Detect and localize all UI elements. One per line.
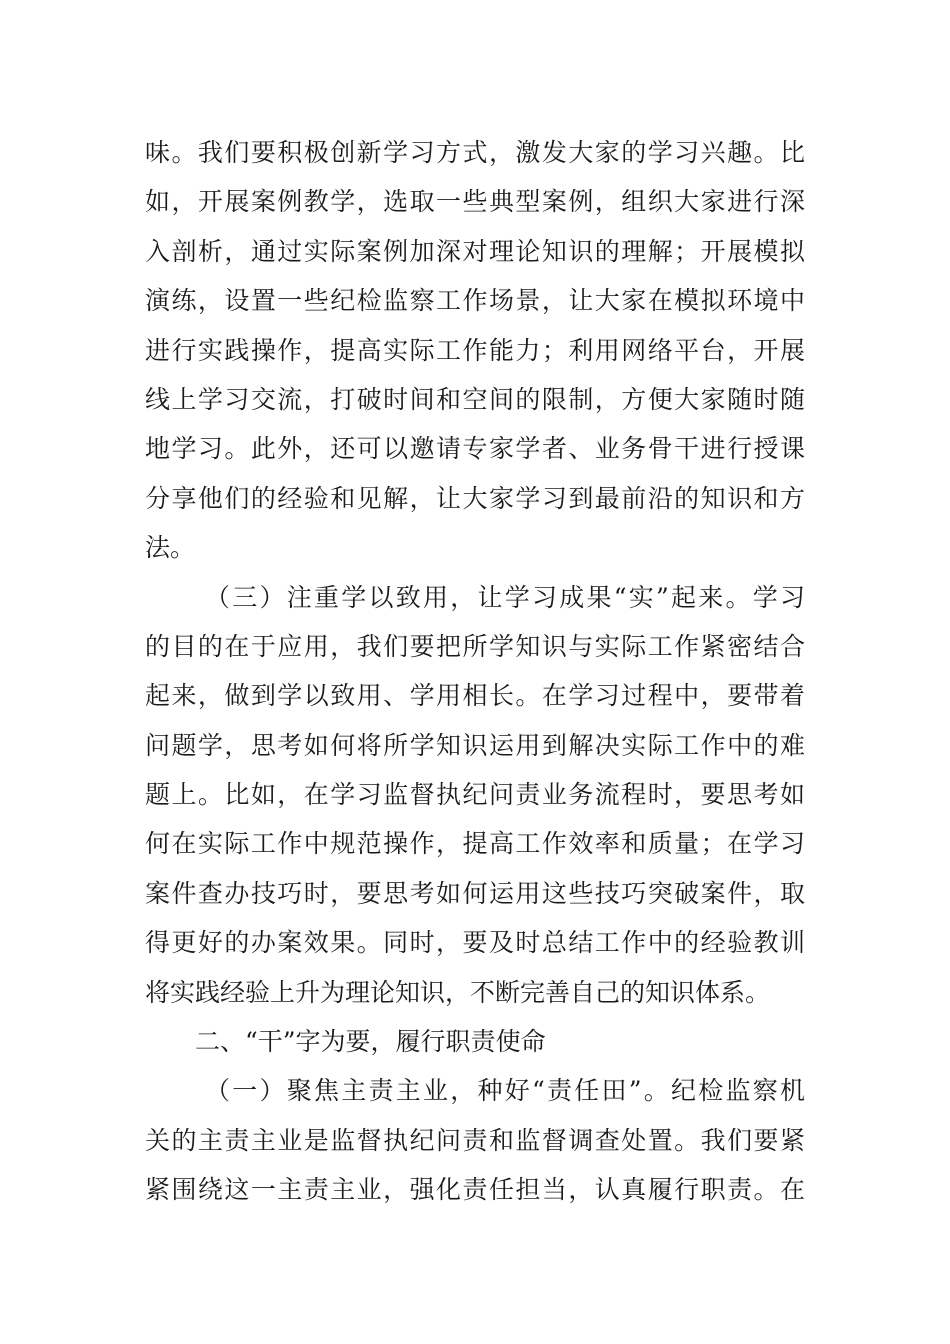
text-line: 将实践经验上升为理论知识，不断完善自己的知识体系。 [145,977,771,1007]
text-line: 起来，做到学以致用、学用相长。在学习过程中，要带着 [145,681,805,711]
document-body [145,128,805,1215]
text-line: 问题学，思考如何将所学知识运用到解决实际工作中的难 [145,730,805,760]
text-line: 入剖析，通过实际案例加深对理论知识的理解；开展模拟 [145,236,805,266]
text-line: 案件查办技巧时，要思考如何运用这些技巧突破案件，取 [145,878,805,908]
paragraph-start-line: （三）注重学以致用，让学习成果“实”起来。学习 [205,582,805,612]
text-line: 得更好的办案效果。同时，要及时总结工作中的经验教训 [145,928,805,958]
text-line: 进行实践操作，提高实际工作能力；利用网络平台，开展 [145,335,805,365]
text-line: 地学习。此外，还可以邀请专家学者、业务骨干进行授课 [145,434,805,464]
text-line: 关的主责主业是监督执纪问责和监督调查处置。我们要紧 [145,1125,805,1155]
text-line: 味。我们要积极创新学习方式，激发大家的学习兴趣。比 [145,138,805,167]
text-line: 何在实际工作中规范操作，提高工作效率和质量；在学习 [145,829,805,859]
text-line: 法。 [145,533,196,563]
text-line: 分享他们的经验和见解，让大家学习到最前沿的知识和方 [145,483,805,513]
text-line: 演练，设置一些纪检监察工作场景，让大家在模拟环境中 [145,286,805,316]
text-line: 紧围绕这一主责主业，强化责任担当，认真履行职责。在 [145,1175,805,1205]
text-line: 题上。比如，在学习监督执纪问责业务流程时，要思考如 [145,780,805,810]
paragraph-start-line: （一）聚焦主责主业，种好“责任田”。纪检监察机 [205,1076,805,1106]
text-line: 如，开展案例教学，选取一些典型案例，组织大家进行深 [145,187,805,217]
section-heading: 二、“干”字为要，履行职责使命 [195,1027,546,1057]
text-line: 线上学习交流，打破时间和空间的限制，方便大家随时随 [145,384,805,414]
text-line: 的目的在于应用，我们要把所学知识与实际工作紧密结合 [145,631,805,661]
